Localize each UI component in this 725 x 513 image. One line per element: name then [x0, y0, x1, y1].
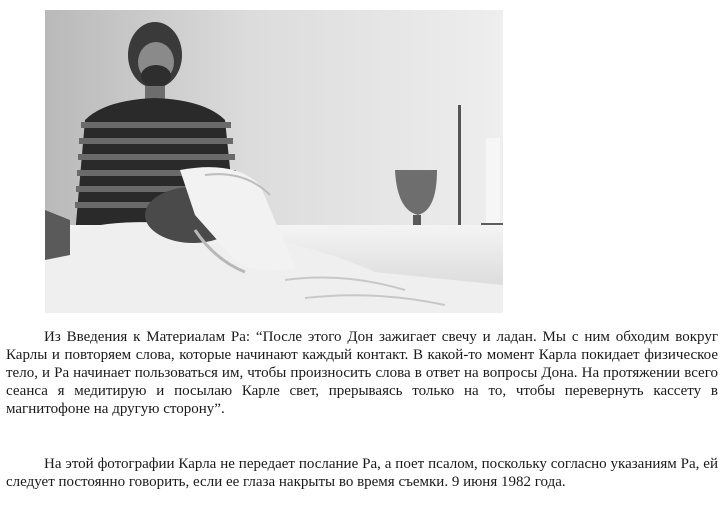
session-photograph [45, 10, 503, 313]
caption-paragraph-intro: Из Введения к Материалам Ра: “После этого Дон зажигает свечу и ладан. Мы с ним обходим вокруг Карлы и повторяем слова, которые начинают каждый контакт. В какой-то момент Карла покидает физическое тело, и Ра начинает пользоваться им, чтобы произносить слова в ответ на вопросы Дона. На протяжении всего сеанса я медитирую и посылаю Карле свет, прерываясь только на то, чтобы перевернуть кассету в магнитофоне на другую сторону”. [6, 329, 718, 417]
caption-paragraph-photo-note: На этой фотографии Карла не передает послание Ра, а поет псалом, поскольку согласно указаниям Ра, ей следует постоянно говорить, если ее глаза накрыты во время съемки. 9 июня 1982 года. [6, 456, 718, 490]
